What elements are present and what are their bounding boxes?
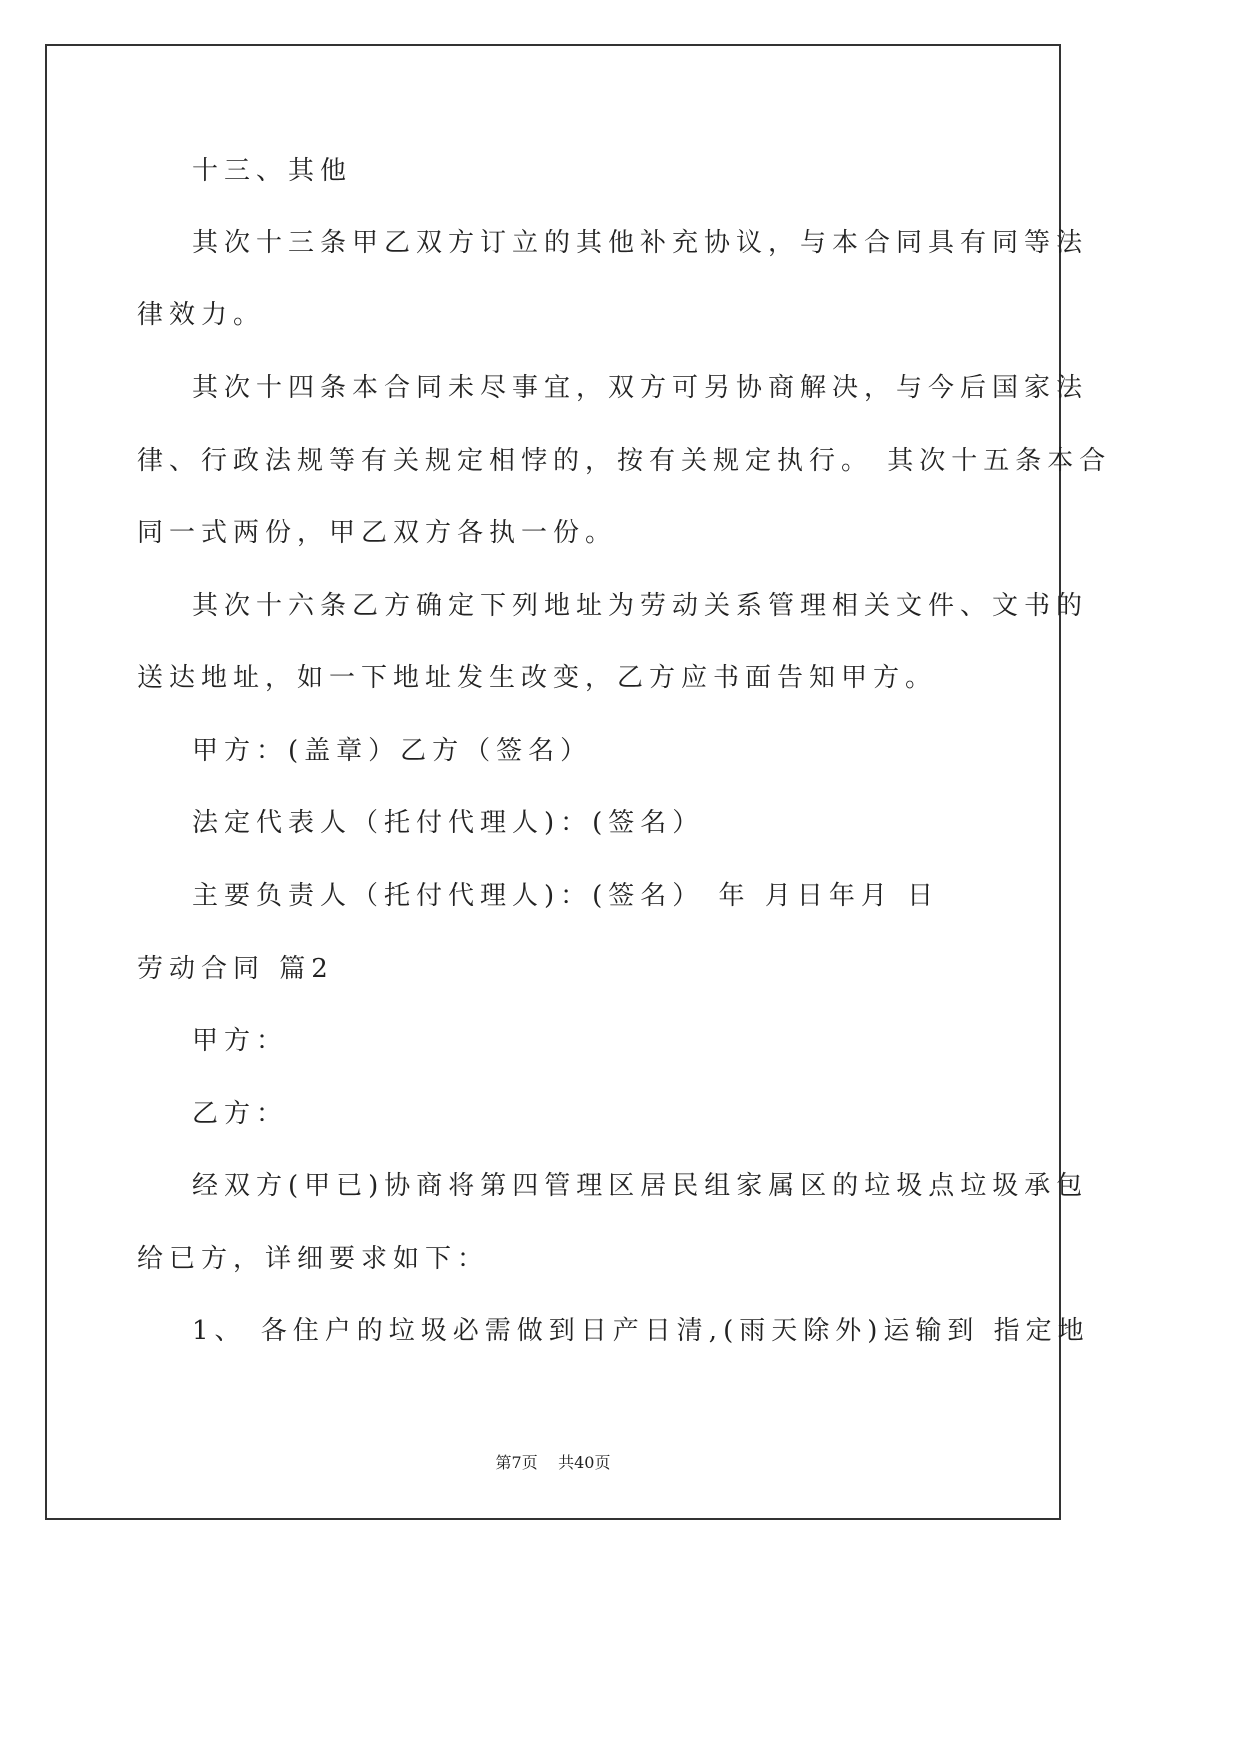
clause-14-line-2: 律、行政法规等有关规定相悖的，按有关规定执行。 其次十五条本合: [137, 446, 1112, 476]
requirement-1-line: 1、 各住户的垃圾必需做到日产日清,(雨天除外)运输到 指定地: [192, 1316, 1090, 1346]
legal-representative-line: 法定代表人（托付代理人)：(签名）: [192, 808, 705, 838]
page-footer: [0, 1452, 1106, 1474]
page-total: 共40页: [558, 1453, 611, 1472]
clause-14-line-1: 其次十四条本合同未尽事宜，双方可另协商解决，与今后国家法: [192, 373, 1089, 403]
signature-party-line: 甲方：(盖章）乙方（签名）: [192, 736, 593, 766]
contract-2-heading: 劳动合同 篇2: [137, 954, 334, 984]
clause-15-line: 同一式两份，甲乙双方各执一份。: [137, 518, 618, 548]
page-border: [45, 44, 1061, 1520]
agreement-line-1: 经双方(甲已)协商将第四管理区居民组家属区的垃圾点垃圾承包: [192, 1171, 1089, 1201]
clause-16-line-1: 其次十六条乙方确定下列地址为劳动关系管理相关文件、文书的: [192, 591, 1089, 621]
section-heading-other: 十三、其他: [192, 156, 353, 186]
clause-16-line-2: 送达地址，如一下地址发生改变，乙方应书面告知甲方。: [137, 663, 938, 693]
agreement-line-2: 给已方，详细要求如下：: [137, 1244, 490, 1274]
page-number: 第7页: [495, 1453, 538, 1472]
party-b-line: 乙方：: [192, 1099, 289, 1129]
party-a-line: 甲方：: [192, 1026, 289, 1056]
principal-line: 主要负责人（托付代理人)：(签名） 年 月日年月 日: [192, 881, 940, 911]
clause-13-line-1: 其次十三条甲乙双方订立的其他补充协议，与本合同具有同等法: [192, 228, 1089, 258]
clause-13-line-2: 律效力。: [137, 300, 266, 330]
